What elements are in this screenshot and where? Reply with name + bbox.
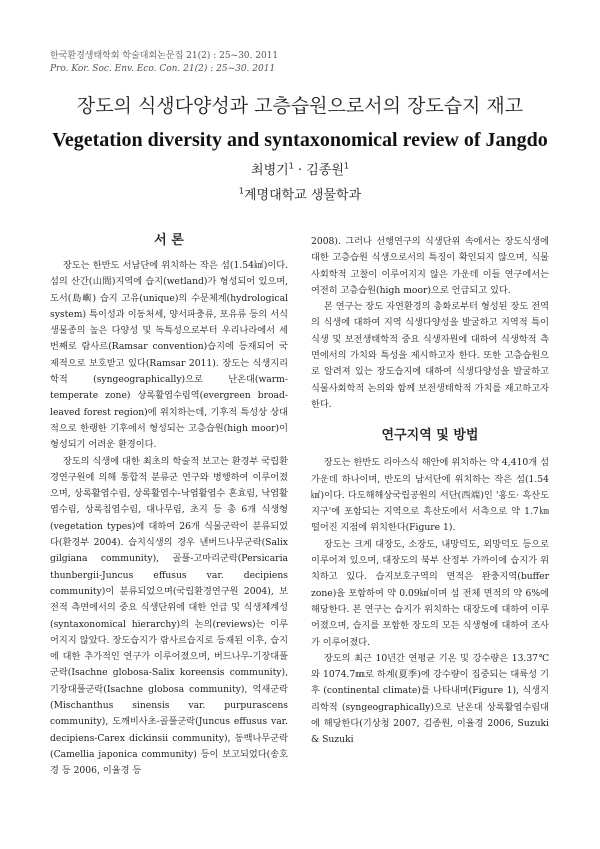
journal-citation-en: Pro. Kor. Soc. Env. Eco. Con. 21(2) : 25~30. 2011 [50,64,276,74]
intro-paragraph: 본 연구는 장도 자연환경의 총화로부터 형성된 장도 전역의 식생에 대하여 지역 식생다양성을 발굴하고 지역적 특이식생 및 보전생태학적 중요 식생자원에 대하여 식생학적 측면에서의 가치와 특성을 제시하고자 한다. 또한 고층습원으로 알려져 있는 장도습지에 대하여 식생다양성을 발굴하고 식물사회학적 논의와 함께 보전생태학적 가치를 재고하고자 한다. [311,301,549,410]
author-name: 최병기 [251,163,289,178]
right-column [311,234,549,749]
affiliation-text: 계명대학교 생물학과 [243,188,362,203]
affiliation-mark: 1 [238,186,244,196]
intro-paragraph: 장도는 한반도 서남단에 위치하는 작은 섬(1.54㎢)이다. 섬의 산간(山間)지역에 습지(wetland)가 형성되어 있으며, 도서(島嶼) 습지 고유(unique)의 수문체계(hydrological system) 특이성과 이동처세, 양서파충류, 포유류 등의 서식 생물종의 높은 다양성 및 독특성으로부터 우리나라에서 세 번째로 람사르(Ramsar convention)습지에 등재되어 국제적으로 보호받고 있다(Ramsar 2011). 장도는 식생지리학적 (syngeographically)으로 난온대(warm- temperate zone) 상록활엽수림역(evergreen broad-leaved forest region)에 위치하는데, 기후적 특성상 상대적으로 한랭한 기후에서 형성되는 고층습원(high moor)이 형성되기 어려운 환경이다. [50,260,288,451]
left-column [50,232,288,780]
methods-paragraph: 장도는 한반도 리아스식 해안에 위치하는 약 4,410개 섬 가운데 하나이며, 반도의 남서단에 위치하는 작은 섬(1.54㎢)이다. 다도해해상국립공원의 서단(西端)인 '홍도· 흑산도지구'에 포함되는 지역으로 흑산도에서 서측으로 약 1.7㎞ 떨어진 지점에 위치한다(Figure 1). [311,457,549,534]
author-affil-mark: 1 [288,161,294,171]
author-name: 김종원 [306,163,344,178]
journal-citation-ko: 한국환경생태학회 학술대회논문집 21(2) : 25~30. 2011 [50,51,279,61]
affiliation [0,187,600,205]
author-affil-mark: 1 [343,161,349,171]
authors [0,162,600,180]
intro-paragraph: 장도의 식생에 대한 최초의 학술적 보고는 환경부 국립환경연구원에 의해 통합적 분류군 연구와 병행하여 이루어졌으며, 상록활엽수림, 상록활엽수-낙엽활엽수 혼효림, 낙엽활엽수림, 상록침엽수림, 대나무림, 초지 등 총 6개 식생형 (vegetation types)에 대하여 26개 식물군락이 분류되었다(환경부 2004). 습지식생의 경우 낸버드나무군락(Salix gilgiana community), 골풀-고마리군락(Persicaria thunbergii-Juncus effusus var. decipiens community)이 분류되었으며(국립환경연구원 2004), 보전적 측면에서의 중요 식생단위에 대한 언급 및 식생체계성(syntaxonomical hierarchy)의 논의(reviews)는 이루어지지 않았다. 장도습지가 람사르습지로 등재된 이후, 습지에 대한 추가적인 연구가 이루어졌으며, 버드나무-기장대풀군락(Isachne globosa-Salix koreensis community), 기장대풀군락(Isachne globosa community), 억새군락(Mischanthus sinensis var. purpurascens community), 도깨비사초-골풀군락(Juncus effusus var. decipiens-Carex dickinsii community), 동백나무군락(Camellia japonica community) 등이 보고되었다(송호경 등 2006, 이율경 등 [50,455,288,777]
methods-paragraph: 장도의 최근 10년간 연평균 기온 및 강수량은 13.37℃와 1074.7㎜로 하계(夏季)에 강수량이 집중되는 대륙성 기후 (continental climate)를 나타내며(Figure 1), 식생지리학적 (syngeographically)으로 난온대 상록활엽수림대에 해당한다(기상청 2007, 김종원, 이율경 2006, Suzuki & Suzuki [311,652,549,746]
methods-paragraph: 장도는 크게 대장도, 소장도, 내망덕도, 외망덕도 등으로 이루어져 있으며, 대장도의 북부 산정부 가까이에 습지가 위치하고 있다. 습지보호구역의 면적은 완충지역(buffer zone)을 포함하여 약 0.09㎢이며 섬 전체 면적의 약 6%에 해당한다. 본 연구는 습지가 위치하는 대장도에 대하여 이루어졌으며, 습지를 포함한 장도의 모든 식생형에 대하여 조사가 이루어졌다. [311,538,549,648]
section-title-introduction: 서 론 [154,233,184,248]
section-title-methods: 연구지역 및 방법 [381,428,479,444]
title-korean: 장도의 식생다양성과 고층습원으로서의 장도습지 재고 [76,95,524,117]
title-english: Vegetation diversity and syntaxonomical review of Jangdo [52,129,548,151]
author-separator: · [293,163,307,178]
intro-paragraph-continued: 2008). 그러나 선행연구의 식생단위 속에서는 장도식생에 대한 고층습원 식생으로서의 특징이 확인되지 않으며, 식물사회학적 고찰이 이루어지지 않은 가운데 이들 연구에서는 여전히 고층습원(high moor)으로 언급되고 있다. [311,236,549,296]
journal-header [50,50,278,76]
